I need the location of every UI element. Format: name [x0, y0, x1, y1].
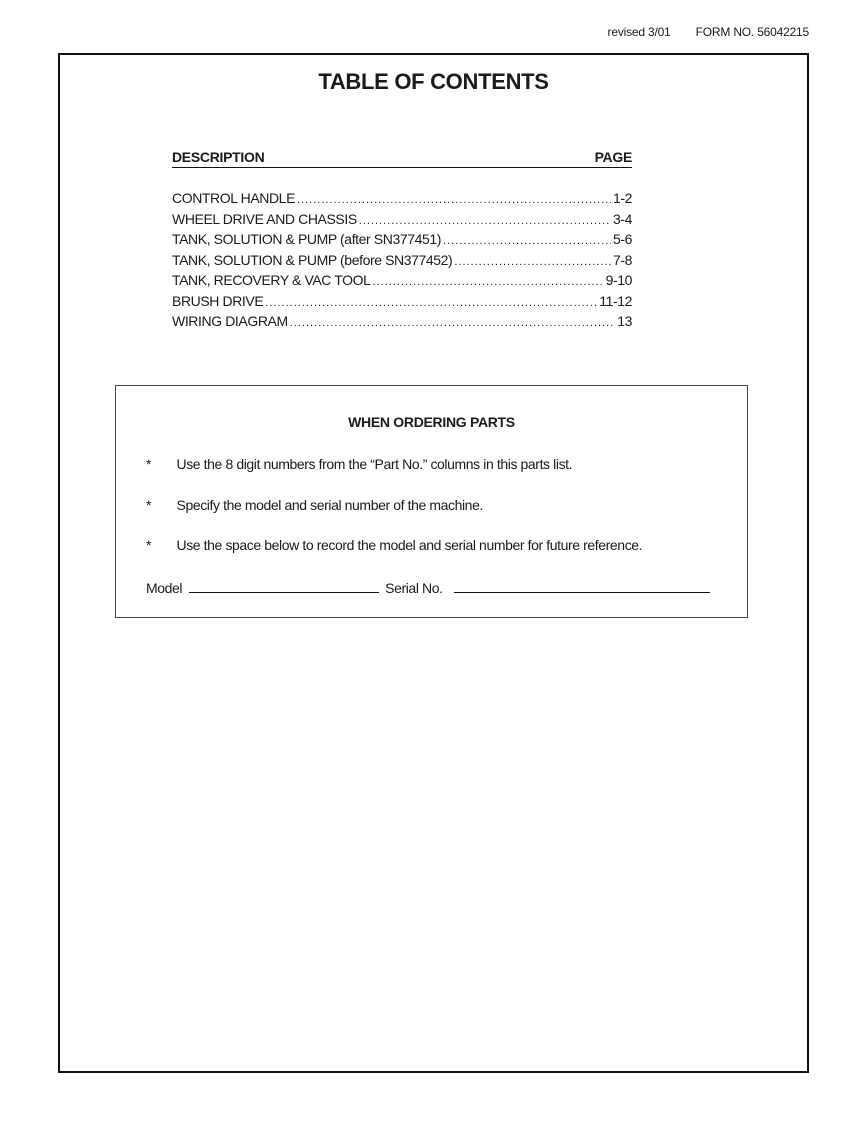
table-of-contents	[172, 149, 632, 334]
page-frame	[58, 53, 809, 1073]
dot-leader	[297, 194, 611, 206]
revision-date: revised 3/01	[607, 25, 671, 39]
toc-entry[interactable]	[172, 211, 632, 232]
toc-entry-page: 5-6	[612, 231, 632, 247]
toc-entry-label: BRUSH DRIVE	[172, 292, 264, 309]
toc-entry[interactable]	[172, 252, 632, 273]
bullet-star: *	[146, 537, 152, 553]
toc-entry-label: TANK, RECOVERY & VAC TOOL	[172, 272, 371, 288]
ordering-parts-box	[115, 385, 748, 618]
toc-header-row	[172, 149, 632, 168]
dot-leader	[359, 215, 611, 227]
dot-leader	[373, 276, 604, 288]
toc-entry-page: 7-8	[612, 251, 632, 268]
toc-entry[interactable]	[172, 190, 632, 211]
ordering-instruction	[146, 537, 642, 553]
toc-entry[interactable]	[172, 313, 632, 334]
toc-entry[interactable]	[172, 293, 632, 314]
description-column-header: DESCRIPTION	[172, 149, 265, 165]
dot-leader	[290, 317, 615, 329]
model-label: Model	[146, 580, 183, 596]
dot-leader	[454, 256, 611, 268]
dot-leader	[265, 297, 597, 309]
instruction-text: Use the 8 digit numbers from the “Part No.” columns in this parts list.	[176, 456, 573, 472]
page-title: TABLE OF CONTENTS	[318, 69, 549, 94]
page-header	[608, 25, 809, 39]
toc-entry-label: TANK, SOLUTION & PUMP (after SN377451)	[172, 231, 442, 247]
toc-entry[interactable]	[172, 231, 632, 252]
toc-entry-page: 9-10	[605, 272, 632, 288]
ordering-parts-title: WHEN ORDERING PARTS	[348, 414, 515, 430]
form-number: FORM NO. 56042215	[695, 25, 809, 39]
ordering-instruction	[146, 497, 483, 513]
toc-list	[172, 190, 632, 334]
ordering-instruction	[146, 456, 572, 472]
serial-blank-field[interactable]	[454, 578, 710, 593]
model-blank-field[interactable]	[189, 578, 379, 593]
bullet-star: *	[146, 456, 152, 472]
toc-entry-page: 11-12	[599, 292, 632, 309]
toc-entry-page: 1-2	[612, 190, 632, 206]
toc-entry-label: CONTROL HANDLE	[172, 190, 296, 206]
instruction-text: Use the space below to record the model and serial number for future reference.	[176, 537, 643, 553]
serial-label: Serial No.	[385, 580, 443, 596]
toc-entry-page: 13	[617, 313, 632, 329]
toc-entry-label: WIRING DIAGRAM	[172, 313, 288, 329]
record-fields	[146, 578, 710, 596]
bullet-star: *	[146, 497, 152, 513]
page-column-header: PAGE	[594, 149, 632, 165]
toc-entry-page: 3-4	[612, 210, 632, 227]
toc-entry[interactable]	[172, 272, 632, 293]
instruction-text: Specify the model and serial number of the machine.	[176, 497, 483, 513]
dot-leader	[443, 235, 611, 247]
toc-entry-label: WHEEL DRIVE AND CHASSIS	[172, 210, 357, 227]
toc-entry-label: TANK, SOLUTION & PUMP (before SN377452)	[172, 251, 453, 268]
